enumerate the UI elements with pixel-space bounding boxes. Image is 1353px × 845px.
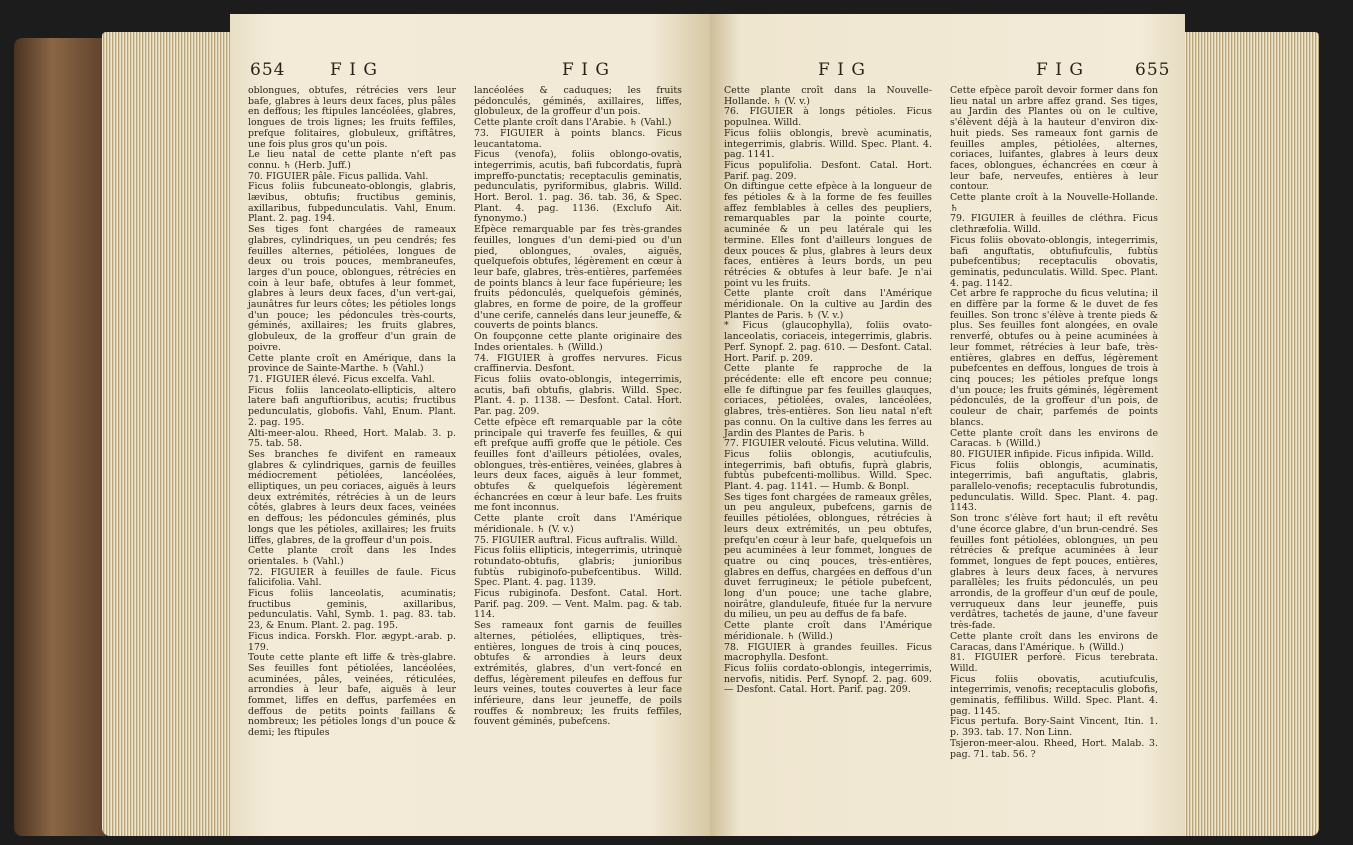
left-page-column-2: lancéolées & caduques; les fruits pédonculés, géminés, axillaires, liffes, globuleux, de la groffeur d'un pois. Cette plante croît dans l'Arabie. ♄ (Vahl.) 73. FIGUIER à points blancs. Ficus leucantatoma. Ficus (venofa), foliis oblongo-ovatis, integerrimis, acutis, bafi fubcordatis, fuprà impreffo-punctatis; receptaculis geminatis, pedunculatis, pyriformibus, glabris. Willd. Hort. Berol. 1. pag. 36. tab. 36, & Spec. Plant. 4. pag. 1136. (Exclufo Ait. fynonymo.) Efpèce remarquable par fes très-grandes feuilles, longues d'un demi-pied ou d'un pied, oblongues, ovales, aiguës, quelquefois obtufes, légèrement en cœur à leur bafe, glabres, très-entières, parfemées de points blancs à leur face fupérieure; les fruits pédonculés, quelquefois géminés, glabres, en forme de poire, de la groffeur d'une cerife, cannelés dans leur jeuneffe, & couverts de points blancs. On foupçonne cette plante originaire des Indes orientales. ♄ (Willd.) 74. FIGUIER à groffes nervures. Ficus craffinervia. Desfont. Ficus foliis ovato-oblongis, integerrimis, acutis, bafi obtufis, glabris. Willd. Spec. Plant. 4. p. 1138. — Desfont. Catal. Hort. Par. pag. 209. Cette efpèce eft remarquable par la côte principale qui traverfe fes feuilles, & qui eft prefque auffi groffe que le pétiole. Ces feuilles font d'ailleurs pétiolées, ovales, oblongues, très-entières, veinées, glabres à leurs deux faces, aiguës à leur fommet, obtufes & quelquefois légèrement échancrées en cœur à leur bafe. Les fruits me font inconnus. Cette plante croît dans l'Amérique méridionale. ♄ (V. v.) 75. FIGUIER auftral. Ficus auftralis. Willd. Ficus foliis ellipticis, integerrimis, utrinquè rotundato-obtufis, glabris; junioribus fubtùs rubiginofo-pubefcentibus. Willd. Spec. Plant. 4. pag. 1139. Ficus rubiginofa. Desfont. Catal. Hort. Parif. pag. 209. — Vent. Malm. pag. & tab. 114. Ses rameaux font garnis de feuilles alternes, pétiolées, elliptiques, très-entières, longues de trois à cinq pouces, obtufes & arrondies à leurs deux extrémités, glabres, d'un vert-foncé en deffus, légèrement pileufes en deffous fur leurs veines, toutes couvertes à leur face inférieure, dans leur jeuneffe, de poils rouffes & nombreux; les fruits feffiles, fouvent géminés, pubefcens. — [474, 85, 682, 728]
running-head-right-1: F I G — [818, 60, 866, 80]
book-spine — [14, 38, 110, 836]
right-page — [710, 14, 1185, 836]
left-page — [230, 14, 710, 836]
right-page-column-1: Cette plante croît dans la Nouvelle-Hollande. ♄ (V. v.) 76. FIGUIER à longs pétioles. Ficus populnea. Willd. Ficus foliis oblongis, brevè acuminatis, integerrimis, glabris. Willd. Spec. Plant. 4. pag. 1141. Ficus populifolia. Desfont. Catal. Hort. Parif. pag. 209. On diftingue cette efpèce à la longueur de fes pétioles & à la forme de fes feuilles affez femblables à celles des peupliers, remarquables par la pointe courte, acuminée & un peu latérale qui les termine. Elles font d'ailleurs longues de deux pouces & plus, glabres à leurs deux faces, entières à leurs bords, un peu rétrécies & obtufes à leur bafe. Je n'ai point vu les fruits. Cette plante croît dans l'Amérique méridionale. On la cultive au Jardin des Plantes de Paris. ♄ (V. v.) * Ficus (glaucophylla), foliis ovato-lanceolatis, coriaceis, integerrimis, glabris. Perf. Synopf. 2. pag. 610. — Desfont. Catal. Hort. Parif. p. 209. Cette plante fe rapproche de la précédente: elle eft encore peu connue; elle fe diftingue par fes feuilles glauques, coriaces, pétiolées, ovales, lancéolées, glabres, très-entières. Son lieu natal n'eft pas connu. On la cultive dans les ferres au Jardin des Plantes de Paris. ♄ 77. FIGUIER velouté. Ficus velutina. Willd. Ficus foliis oblongis, acutiufculis, integerrimis, bafi obtufis, fuprà glabris, fubtùs pubefcenti-mollibus. Willd. Spec. Plant. 4. pag. 1141. — Humb. & Bonpl. Ses tiges font chargées de rameaux grêles, un peu anguleux, pubefcens, garnis de feuilles pétiolées, oblongues, rétrécies à leurs deux extrémités, un peu obtufes, prefqu'en cœur à leur bafe, quelquefois un peu acuminées à leur fommet, longues de quatre ou cinq pouces, très-entières, glabres en deffus, chargées en deffous d'un duvet ferrugineux; le pétiole pubefcent, long d'un pouce; une tache glabre, noirâtre, glanduleufe, fituée fur la nervure du milieu, un peu au deffus de fa bafe. Cette plante croît dans l'Amérique méridionale. ♄ (Willd.) 78. FIGUIER à grandes feuilles. Ficus macrophylla. Desfont. Ficus foliis cordato-oblongis, integerrimis, nervofis, nitidis. Perf. Synopf. 2. pag. 609. — Desfont. Catal. Hort. Parif. pag. 209. — [724, 85, 932, 696]
open-book — [14, 14, 1339, 836]
running-head-left-2: F I G — [562, 60, 610, 80]
page-number-left: 654 — [250, 60, 286, 80]
right-page-column-2: Cette efpèce paroît devoir former dans fon lieu natal un arbre affez grand. Ses tiges, au Jardin des Plantes où on le cultive, s'élèvent déjà à la hauteur d'environ dix-huit pieds. Ses rameaux font garnis de feuilles amples, pétiolées, alternes, coriaces, luifantes, glabres à leurs deux faces, oblongues, échancrées en cœur à leur bafe, nerveufes, entières à leur contour. Cette plante croît à la Nouvelle-Hollande. ♄ 79. FIGUIER à feuilles de cléthra. Ficus clethræfolia. Willd. Ficus foliis obovato-oblongis, integerrimis, bafi anguftatis, obtufiufculis, fubtùs pubefcentibus; receptaculis obovatis, geminatis, pedunculatis. Willd. Spec. Plant. 4. pag. 1142. Cet arbre fe rapproche du ficus velutina; il en diffère par la forme & le duvet de fes feuilles. Son tronc s'élève à trente pieds & plus. Ses feuilles font alongées, en ovale renverfé, obtufes ou à peine acuminées à leur fommet, rétrécies à leur bafe, très-entières, glabres en deffus, légèrement pubefcentes en deffous, longues de trois à cinq pouces; les pétioles prefque longs d'un pouce; les fruits géminés, légèrement pédonculés, de la groffeur d'un pois, de couleur de chair, parfemés de points blancs. Cette plante croît dans les environs de Caracas. ♄ (Willd.) 80. FIGUIER infipide. Ficus infipida. Willd. Ficus foliis oblongis, acuminatis, integerrimis, bafi anguftatis, glabris, parallelo-venofis; receptaculis fubrotundis, pedunculatis. Willd. Spec. Plant. 4. pag. 1143. Son tronc s'élève fort haut; il eft revêtu d'une écorce glabre, d'un brun-cendré. Ses feuilles font pétiolées, oblongues, un peu rétrécies & prefque acuminées à leur fommet, longues de fept pouces, entières, glabres à leurs deux faces, à nervures parallèles; les fruits pédonculés, un peu arrondis, de la groffeur d'un œuf de poule, verruqueux dans leur jeuneffe, puis verdâtres, tachetés de jaune, d'une faveur très-fade. Cette plante croît dans les environs de Caracas, dans l'Amérique. ♄ (Willd.) 81. FIGUIER perforé. Ficus terebrata. Willd. Ficus foliis obovatis, acutiufculis, integerrimis, venofis; receptaculis globofis, geminatis, feffilibus. Willd. Spec. Plant. 4. pag. 1145. Ficus pertufa. Bory-Saint Vincent, Itin. 1. p. 393. tab. 17. Non Linn. Tsjeron-meer-alou. Rheed, Hort. Malab. 3. pag. 71. tab. 56. ? — [950, 85, 1158, 760]
running-head-right-2: F I G — [1036, 60, 1084, 80]
page-number-right: 655 — [1135, 60, 1171, 80]
left-page-column-1: oblongues, obtufes, rétrécies vers leur bafe, glabres à leurs deux faces, plus pâles en deffous; les ftipules lancéolées, glabres, longues de trois lignes; les fruits feffiles, prefque folitaires, globuleux, griftâtres, une fois plus gros qu'un pois. Le lieu natal de cette plante n'eft pas connu. ♄ (Herb. Juff.) 70. FIGUIER pâle. Ficus pallida. Vahl. Ficus foliis fubcuneato-oblongis, glabris, lævibus, obtufis; fructibus geminis, axillaribus, fubpedunculatis. Vahl, Enum. Plant. 2. pag. 194. Ses tiges font chargées de rameaux glabres, cylindriques, un peu cendrés; fes feuilles alternes, pétiolées, longues de deux ou trois pouces, membraneufes, larges d'un pouce, oblongues, rétrécies en coin à leur bafe, obtufes à leur fommet, glabres à leurs deux faces, d'un vert-gai, jaunâtres fur leurs côtes; les pétioles longs d'un pouce; les pédoncules très-courts, géminés, axillaires; les fruits glabres, globuleux, de la groffeur d'un grain de poivre. Cette plante croît en Amérique, dans la province de Sainte-Marthe. ♄ (Vahl.) 71. FIGUIER élevé. Ficus excelfa. Vahl. Ficus foliis lanceolato-ellipticis, altero latere bafi anguftioribus, acutis; fructibus pedunculatis, globofis. Vahl, Enum. Plant. 2. pag. 195. Alti-meer-alou. Rheed, Hort. Malab. 3. p. 75. tab. 58. Ses branches fe divifent en rameaux glabres & cylindriques, garnis de feuilles médiocrement pétiolées, lancéolées, elliptiques, un peu coriaces, aiguës à leurs deux extrémités, rétrécies à un de leurs côtés, glabres à leurs deux faces, veinées en deffous; les pédoncules géminés, plus longs que les pétioles, axillaires; les fruits liffes, glabres, de la groffeur d'un pois. Cette plante croît dans les Indes orientales. ♄ (Vahl.) 72. FIGUIER à feuilles de faule. Ficus falicifolia. Vahl. Ficus foliis lanceolatis, acuminatis; fructibus geminis, axillaribus, pedunculatis. Vahl, Symb. 1. pag. 83. tab. 23, & Enum. Plant. 2. pag. 195. Ficus indica. Forskh. Flor. ægypt.-arab. p. 179. Toute cette plante eft liffe & très-glabre. Ses feuilles font pétiolées, lancéolées, acuminées, pâles, veinées, réticulées, arrondies à leur bafe, aiguës à leur fommet, liffes en deffus, parfemées en deffous de petits points faillans & nombreux; les pétioles longs d'un pouce & demi; les ftipules — [248, 85, 456, 739]
left-page-edges — [102, 32, 230, 836]
right-page-edges — [1185, 32, 1319, 836]
running-head-left: F I G — [330, 60, 378, 80]
